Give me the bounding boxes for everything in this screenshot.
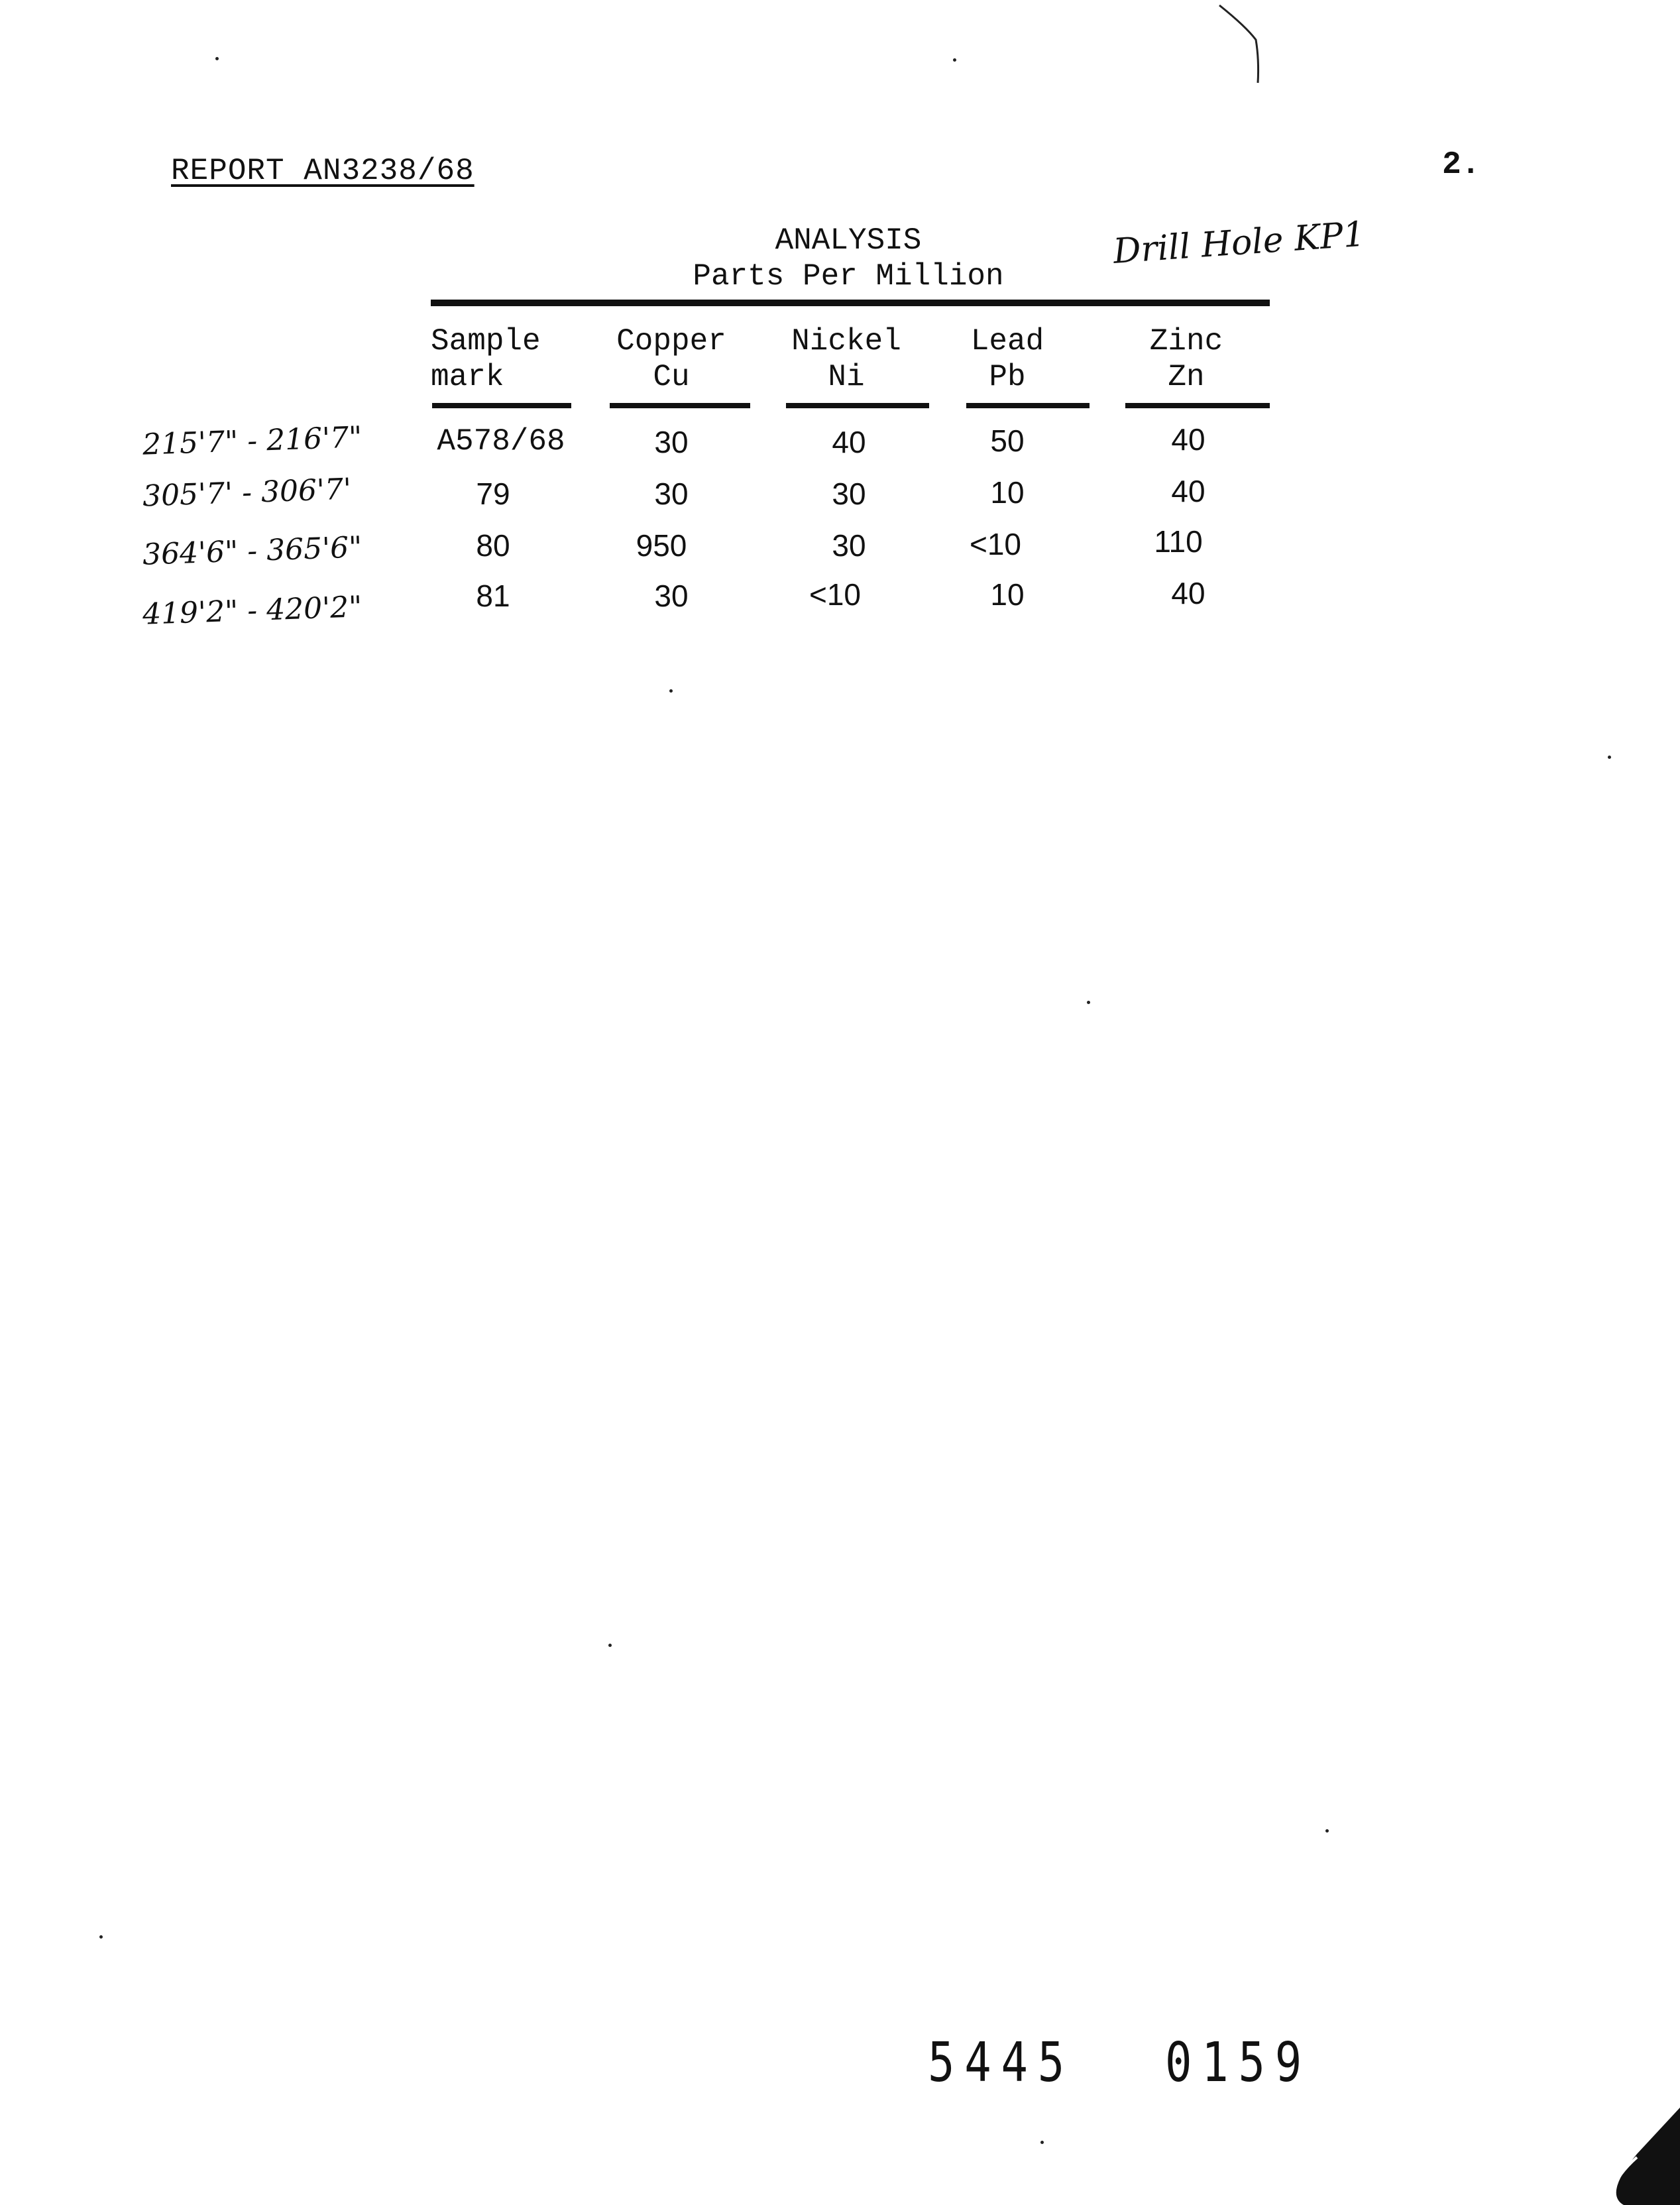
cell-lead: 10 xyxy=(990,577,1025,612)
cell-lead: 50 xyxy=(990,424,1025,458)
column-header-line1: Sample xyxy=(431,324,541,359)
cell-zinc: 40 xyxy=(1171,422,1205,457)
cell-zinc: 110 xyxy=(1154,524,1203,559)
depth-annotation: 215'7" - 216'7" xyxy=(142,420,363,462)
cell-copper: 30 xyxy=(654,477,689,511)
cell-sample: 80 xyxy=(476,528,510,563)
dust-speck xyxy=(608,1644,612,1647)
cell-lead: <10 xyxy=(969,527,1022,561)
dust-speck xyxy=(99,1935,103,1939)
cell-lead: 10 xyxy=(990,475,1025,510)
dust-speck xyxy=(669,689,673,693)
dust-speck xyxy=(1040,2141,1044,2144)
heading-line-1: ANALYSIS xyxy=(775,223,922,258)
handwritten-note: Drill Hole KP1 xyxy=(1111,214,1367,272)
cell-nickel: 30 xyxy=(832,528,866,563)
column-header-line1: Nickel xyxy=(791,324,901,359)
dust-speck xyxy=(215,57,219,60)
stamp-number-right: 0159 xyxy=(1165,2031,1312,2094)
corner-shadow xyxy=(1616,2108,1680,2205)
column-header-line2: Pb xyxy=(989,360,1026,394)
dust-speck xyxy=(1608,756,1611,759)
cell-nickel: 30 xyxy=(832,477,866,511)
column-header-line1: Lead xyxy=(970,324,1044,359)
cell-sample: 79 xyxy=(476,477,510,511)
column-header-line1: Zinc xyxy=(1149,324,1223,359)
cell-sample: A578/68 xyxy=(437,424,565,459)
column-header-line2: mark xyxy=(431,360,504,394)
cell-copper: 30 xyxy=(654,425,689,459)
depth-annotation: 364'6" - 365'6" xyxy=(142,530,363,572)
dust-speck xyxy=(1325,1829,1329,1833)
column-header-line2: Zn xyxy=(1168,360,1205,394)
cell-copper: 30 xyxy=(654,579,689,613)
cell-copper: 950 xyxy=(636,528,687,563)
depth-annotation: 305'7' - 306'7' xyxy=(142,472,352,514)
paper-fold-mark xyxy=(1219,5,1259,83)
cell-zinc: 40 xyxy=(1171,576,1205,610)
column-header-line2: Cu xyxy=(653,360,690,394)
cell-nickel: <10 xyxy=(809,577,862,612)
stamp-number-left: 5445 xyxy=(928,2031,1074,2094)
cell-sample: 81 xyxy=(476,579,510,613)
cell-nickel: 40 xyxy=(832,425,866,459)
depth-annotation: 419'2" - 420'2" xyxy=(142,590,363,632)
heading-line-2: Parts Per Million xyxy=(693,259,1004,294)
cell-zinc: 40 xyxy=(1171,474,1205,508)
column-header-line1: Copper xyxy=(616,324,726,359)
dust-speck xyxy=(1087,1001,1090,1004)
dust-speck xyxy=(953,58,956,62)
page-number: 2. xyxy=(1442,147,1481,183)
column-header-line2: Ni xyxy=(828,360,865,394)
report-id: REPORT AN3238/68 xyxy=(171,154,475,188)
